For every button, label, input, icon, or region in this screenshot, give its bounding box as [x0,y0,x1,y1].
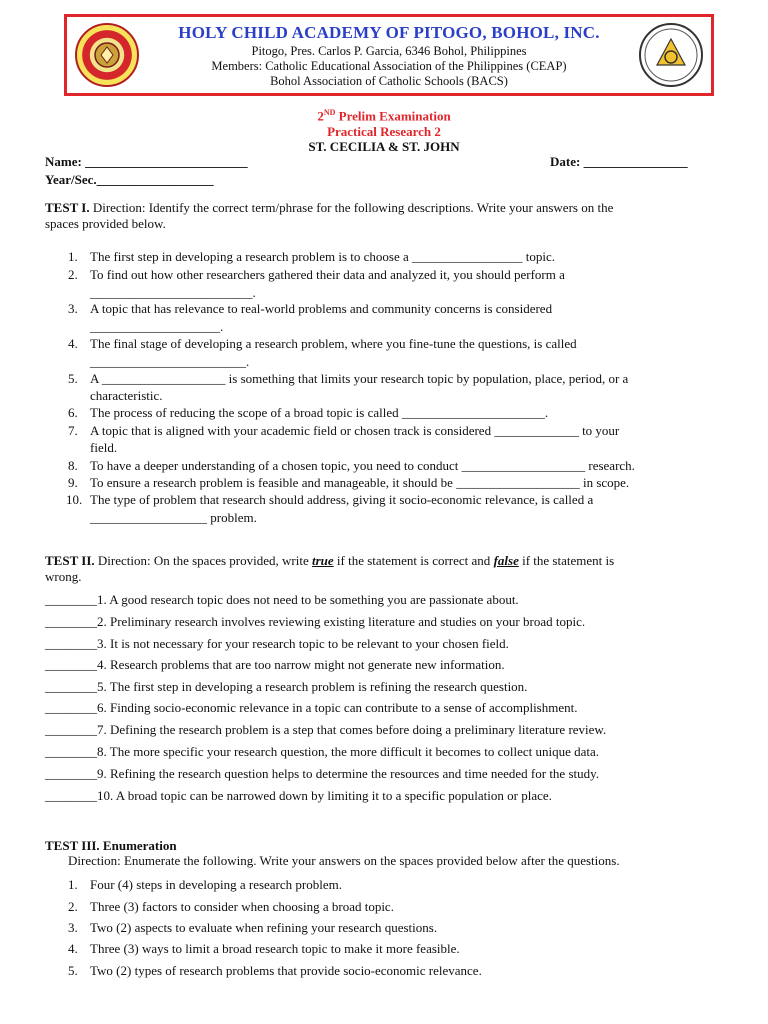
test2-direction-text: if the statement is [518,553,615,568]
item-text: Two (2) aspects to evaluate when refining your research questions. [90,920,438,935]
list-item: ________1. A good research topic does not need to be something you are passionate about. [45,592,519,607]
list-item: ________8. The more specific your research question, the more difficult it becomes to collect unique data. [45,744,600,759]
item-text: ________________________. [90,354,250,369]
item-number: 4. [68,941,78,956]
item-number: 7. [68,423,78,438]
item-number: 1. [68,249,78,264]
item-text: __________________ problem. [90,510,257,525]
exam-title-text: Prelim Examination [335,108,451,124]
list-item: ________5. The first step in developing a research problem is refining the research question. [45,679,528,694]
list-item: ________7. Defining the research problem is a step that comes before doing a preliminary literature review. [45,722,607,737]
list-item: ________3. It is not necessary for your research topic to be relevant to your chosen field. [45,636,509,651]
item-text: A topic that has relevance to real-world problems and community concerns is considered [90,301,553,316]
item-text: A ___________________ is something that limits your research topic by population, place, period, or a [90,371,629,386]
item-number: 5. [68,963,78,978]
test2-direction-text-2: wrong. [45,569,82,584]
item-number: 10. [66,492,83,507]
school-members: Members: Catholic Educational Association of the Philippines (CEAP) [211,59,567,73]
exam-title [0,108,768,124]
item-text: The final stage of developing a research problem, where you fine-tune the questions, is called [90,336,577,351]
item-text: The first step in developing a research problem is to choose a _________________ topic. [90,249,556,264]
item-text: characteristic. [90,388,163,403]
item-number: 8. [68,458,78,473]
item-text: Two (2) types of research problems that provide socio-economic relevance. [90,963,482,978]
item-number: 3. [68,920,78,935]
test1-label: TEST I. [45,200,90,215]
item-number: 1. [68,877,78,892]
list-item: ________2. Preliminary research involves reviewing existing literature and studies on your broad topic. [45,614,586,629]
item-text: field. [90,440,118,455]
item-number: 2. [68,899,78,914]
item-text: To find out how other researchers gathered their data and analyzed it, you should perform a [90,267,565,282]
exam-ordinal-suffix: ND [323,108,336,117]
test2-direction-text: Direction: On the spaces provided, write [94,553,312,568]
exam-sections: ST. CECILIA & ST. JOHN [308,139,460,154]
item-number: 5. [68,371,78,386]
test2-label: TEST II. [45,553,95,568]
test1-direction-text: Direction: Identify the correct term/phrase for the following descriptions. Write your answers on the [89,200,614,215]
test3-label: TEST III. Enumeration [45,838,177,853]
year-section-field[interactable]: Year/Sec.__________________ [45,172,214,187]
item-number: 3. [68,301,78,316]
test2-direction-text: if the statement is correct and [333,553,494,568]
test1-direction-text-2: spaces provided below. [45,216,166,231]
item-number: 2. [68,267,78,282]
item-text: The type of problem that research should address, giving it socio-economic relevance, is called a [90,492,594,507]
item-number: 4. [68,336,78,351]
item-text: Three (3) ways to limit a broad research topic to make it more feasible. [90,941,460,956]
school-address: Pitogo, Pres. Carlos P. Garcia, 6346 Bohol, Philippines [251,44,527,58]
item-text: A topic that is aligned with your academic field or chosen track is considered _____________ to your [90,423,620,438]
test2-direction [45,553,725,585]
test3-direction: Direction: Enumerate the following. Write your answers on the spaces provided below after the questions. [68,853,620,868]
exam-ordinal: 2 [317,108,324,124]
exam-subject: Practical Research 2 [327,124,441,139]
name-field[interactable]: Name: _________________________ [45,154,248,169]
item-text: To ensure a research problem is feasible and manageable, it should be ___________________ in scope. [90,475,630,490]
school-association: Bohol Association of Catholic Schools (BACS) [270,74,508,88]
list-item: ________9. Refining the research question helps to determine the resources and time needed for the study. [45,766,600,781]
school-header [64,14,714,96]
item-text: The process of reducing the scope of a broad topic is called ______________________. [90,405,549,420]
item-number: 6. [68,405,78,420]
item-text: Three (3) factors to consider when choosing a broad topic. [90,899,394,914]
school-name: HOLY CHILD ACADEMY OF PITOGO, BOHOL, INC. [178,23,600,42]
list-item: ________4. Research problems that are too narrow might not generate new information. [45,657,505,672]
list-item: ________6. Finding socio-economic relevance in a topic can contribute to a sense of accomplishment. [45,700,578,715]
date-field[interactable]: Date: ________________ [550,154,688,169]
item-text: Four (4) steps in developing a research problem. [90,877,342,892]
list-item: ________10. A broad topic can be narrowed down by limiting it to a specific population or place. [45,788,552,803]
word-false: false [493,553,519,568]
test1-direction [45,200,725,232]
item-text: To have a deeper understanding of a chosen topic, you need to conduct ___________________ research. [90,458,635,473]
item-text: ____________________. [90,319,224,334]
item-number: 9. [68,475,78,490]
word-true: true [311,553,334,568]
item-text: _________________________. [90,285,256,300]
